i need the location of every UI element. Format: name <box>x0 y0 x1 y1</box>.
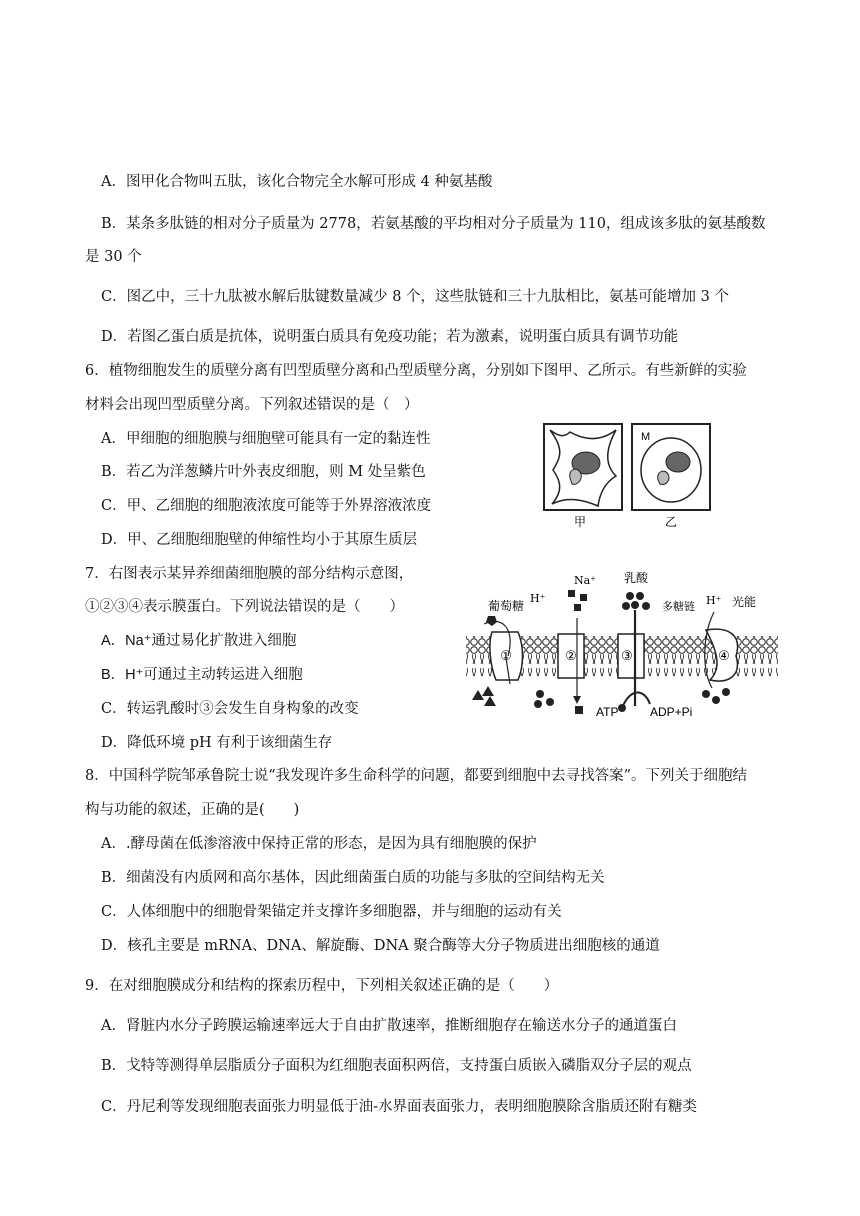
q8-stem-1: 8．中国科学院邹承鲁院士说“我发现许多生命科学的问题，都要到细胞中去寻找答案”。下列关于细胞结 <box>85 768 748 784</box>
label-h-right: H⁺ <box>706 594 722 607</box>
q9-stem: 9．在对细胞膜成分和结构的探索历程中，下列相关叙述正确的是（ ） <box>85 978 559 994</box>
q7-option-c: C．转运乳酸时③会发生自身构象的改变 <box>101 701 359 717</box>
protein-4-label: ④ <box>718 649 730 664</box>
q6-stem-2: 材料会出现凹型质壁分离。下列叙述错误的是（ ） <box>85 397 419 413</box>
protein-1-label: ① <box>500 649 512 664</box>
q9-option-a: A．肾脏内水分子跨膜运输速率远大于自由扩散速率，推断细胞存在输送水分子的通道蛋白 <box>101 1018 677 1034</box>
label-polysaccharide: 多糖链 <box>662 601 695 613</box>
q6-stem-1: 6．植物细胞发生的质壁分离有凹型质壁分离和凸型质壁分离，分别如下图甲、乙所示。有些新鲜的实验 <box>85 363 747 379</box>
q7-option-d: D．降低环境 pH 有利于该细菌生存 <box>101 735 333 751</box>
label-jia: 甲 <box>573 515 587 529</box>
label-na: Na⁺ <box>574 574 596 587</box>
q8-option-c: C．人体细胞中的细胞骨架锚定并支撑许多细胞器，并与细胞的运动有关 <box>101 904 562 920</box>
q8-stem-2: 构与功能的叙述，正确的是( ) <box>85 802 300 818</box>
q6-option-b: B．若乙为洋葱鳞片叶外表皮细胞，则 M 处呈紫色 <box>101 464 426 480</box>
label-m: M <box>641 431 651 443</box>
label-atp: ATP <box>596 705 619 719</box>
cell-jia-diagram <box>544 424 622 510</box>
q5-option-d: D．若图乙蛋白质是抗体，说明蛋白质具有免疫功能；若为激素，说明蛋白质具有调节功能 <box>101 329 679 345</box>
q7-stem-1: 7．右图表示某异养细菌细胞膜的部分结构示意图， <box>85 566 414 582</box>
protein-2-label: ② <box>565 649 577 664</box>
label-h-left: H⁺ <box>530 592 546 605</box>
q7-membrane-figure <box>462 566 782 726</box>
q7-option-a: A．Na⁺通过易化扩散进入细胞 <box>101 633 297 649</box>
label-adp: ADP+Pi <box>650 705 693 719</box>
q6-option-a: A．甲细胞的细胞膜与细胞壁可能具有一定的黏连性 <box>101 431 431 447</box>
q8-option-a: A．.酵母菌在低渗溶液中保持正常的形态，是因为具有细胞膜的保护 <box>101 836 537 852</box>
label-glucose: 葡萄糖 <box>488 599 525 613</box>
q5-option-b-cont: 是 30 个 <box>85 249 142 265</box>
protein-3-label: ③ <box>621 649 633 664</box>
label-light: 光能 <box>732 595 757 609</box>
q6-option-d: D．甲、乙细胞细胞壁的伸缩性均小于其原生质层 <box>101 532 418 548</box>
label-lactate: 乳酸 <box>624 571 649 585</box>
q8-option-b: B．细菌没有内质网和高尔基体，因此细菌蛋白质的功能与多肽的空间结构无关 <box>101 870 605 886</box>
q9-option-c: C．丹尼利等发现细胞表面张力明显低于油-水界面表面张力，表明细胞膜除含脂质还附有糖类 <box>101 1099 697 1115</box>
q6-option-c: C．甲、乙细胞的细胞液浓度可能等于外界溶液浓度 <box>101 498 432 514</box>
q8-option-d: D．核孔主要是 mRNA、DNA、解旋酶、DNA 聚合酶等大分子物质进出细胞核的通道 <box>101 938 660 954</box>
q9-option-b: B．戈特等测得单层脂质分子面积为红细胞表面积两倍，支持蛋白质嵌入磷脂双分子层的观点 <box>101 1058 692 1074</box>
q5-option-b: B．某条多肽链的相对分子质量为 2778，若氨基酸的平均相对分子质量为 110，组成该多肽的氨基酸数 <box>101 216 766 232</box>
q7-stem-2: ①②③④表示膜蛋白。下列说法错误的是（ ） <box>85 599 404 615</box>
q6-figure <box>540 420 720 532</box>
q7-option-b: B．H⁺可通过主动转运进入细胞 <box>101 667 303 683</box>
q5-option-a: A．图甲化合物叫五肽，该化合物完全水解可形成 4 种氨基酸 <box>101 174 493 190</box>
q5-option-c: C．图乙中，三十九肽被水解后肽键数量减少 8 个，这些肽链和三十九肽相比，氨基可能增加 3 个 <box>101 289 729 305</box>
label-yi: 乙 <box>664 515 678 529</box>
